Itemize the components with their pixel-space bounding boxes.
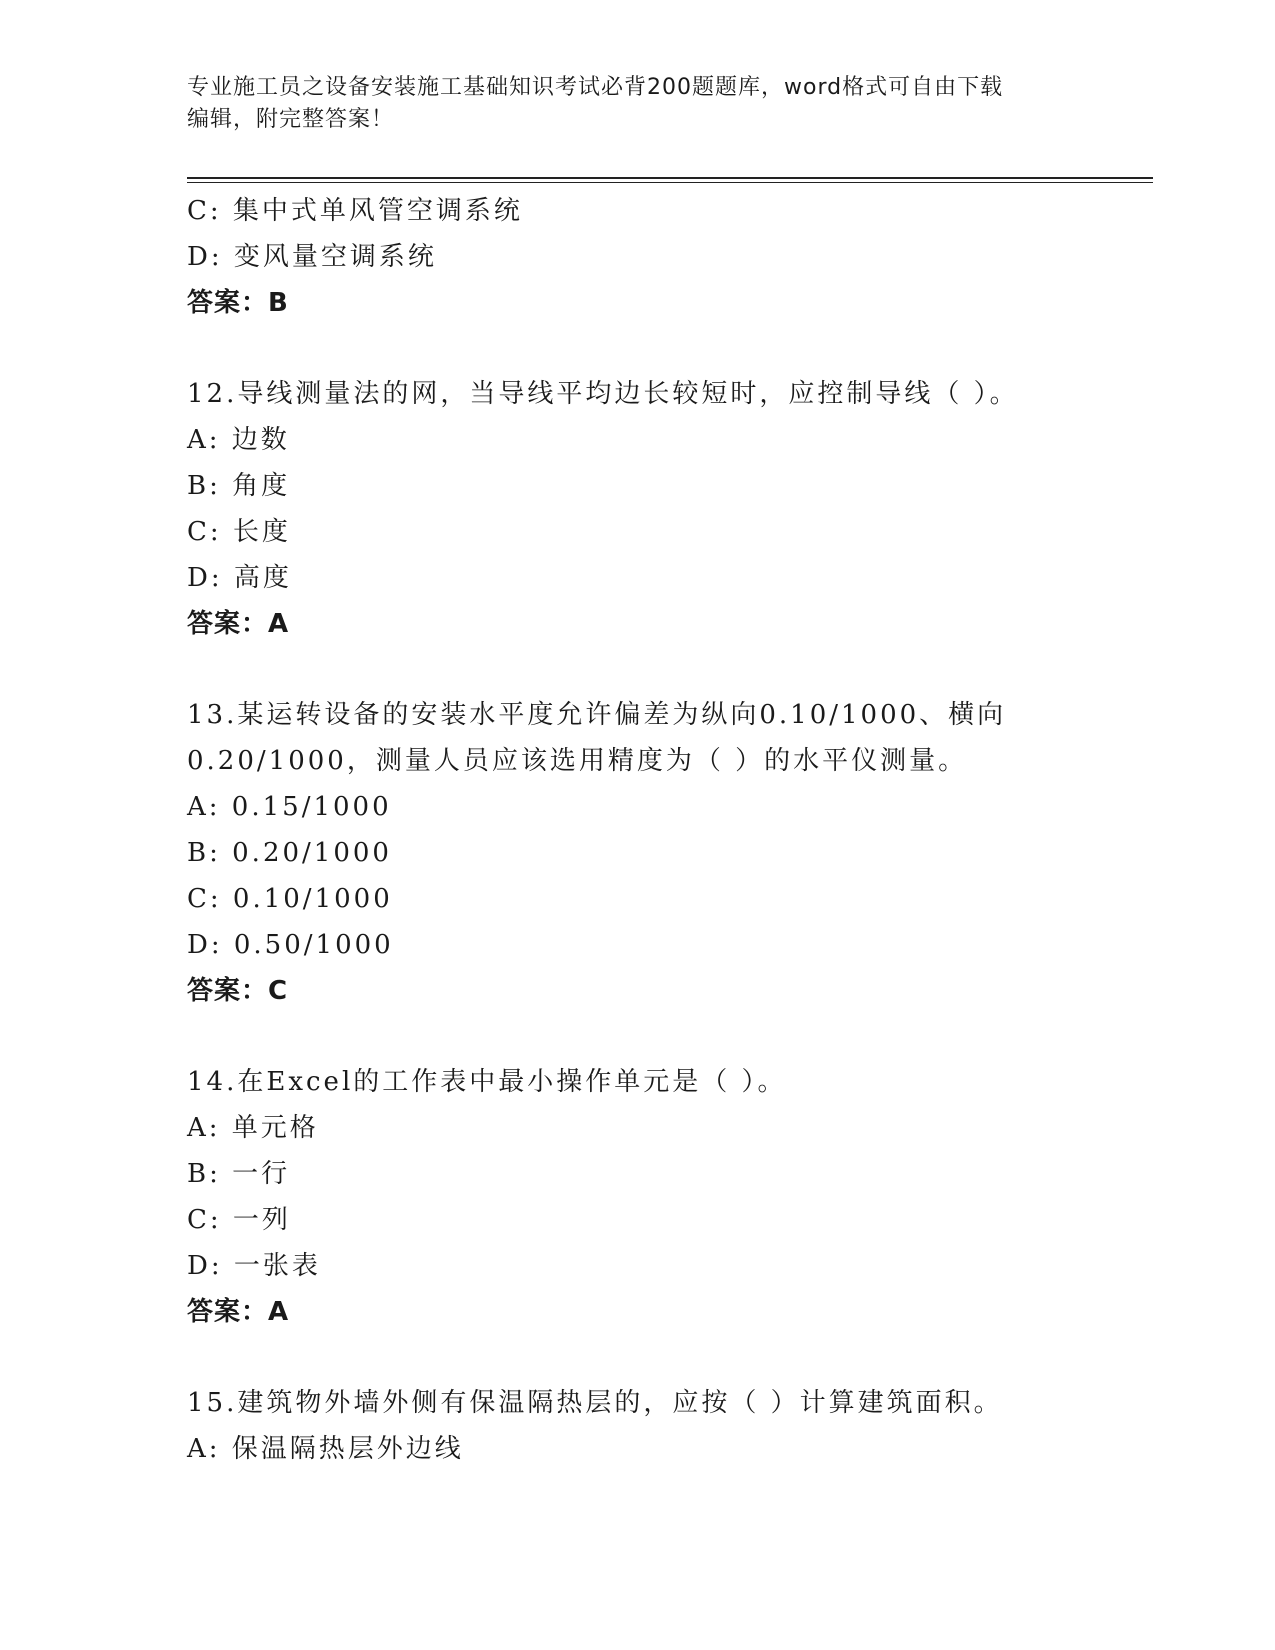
- option-c: C: 0.10/1000: [187, 884, 393, 914]
- header-divider-thick: [187, 177, 1153, 179]
- question-text-line-2: 0.20/1000，测量人员应该选用精度为（ ）的水平仪测量。: [187, 746, 968, 776]
- question-15: [187, 1380, 1153, 1472]
- header-divider-thin: [187, 182, 1153, 183]
- option-a: A: 边数: [187, 425, 290, 455]
- header-line-2: 编辑，附完整答案！: [187, 107, 395, 132]
- answer-line: 答案：C: [187, 976, 289, 1006]
- spacer: [187, 1335, 1153, 1380]
- option-a: A: 保温隔热层外边线: [187, 1434, 464, 1464]
- option-c: C: 集中式单风管空调系统: [187, 196, 523, 226]
- answer-line: 答案：B: [187, 288, 289, 318]
- question-11-tail: [187, 188, 1153, 326]
- question-text: 14.在Excel的工作表中最小操作单元是（ ）。: [187, 1067, 787, 1097]
- header-line-1: 专业施工员之设备安装施工基础知识考试必背200题题库，word格式可自由下载: [187, 75, 1004, 100]
- spacer: [187, 1014, 1153, 1059]
- question-text: 15.建筑物外墙外侧有保温隔热层的，应按（ ）计算建筑面积。: [187, 1388, 1003, 1418]
- option-d: D: 高度: [187, 563, 292, 593]
- question-text: 12.导线测量法的网，当导线平均边长较短时，应控制导线（ ）。: [187, 379, 1019, 409]
- option-d: D: 0.50/1000: [187, 930, 394, 960]
- option-d: D: 一张表: [187, 1251, 321, 1281]
- option-c: C: 一列: [187, 1205, 291, 1235]
- question-text-line-1: 13.某运转设备的安装水平度允许偏差为纵向0.10/1000、横向: [187, 700, 1007, 730]
- option-a: A: 单元格: [187, 1113, 319, 1143]
- question-14: [187, 1059, 1153, 1335]
- question-13: [187, 692, 1153, 1014]
- question-12: [187, 371, 1153, 647]
- spacer: [187, 647, 1153, 692]
- spacer: [187, 326, 1153, 371]
- option-b: B: 0.20/1000: [187, 838, 392, 868]
- option-a: A: 0.15/1000: [187, 792, 392, 822]
- option-b: B: 一行: [187, 1159, 291, 1189]
- document-body: [187, 188, 1153, 1472]
- answer-line: 答案：A: [187, 1297, 290, 1327]
- option-c: C: 长度: [187, 517, 291, 547]
- option-b: B: 角度: [187, 471, 291, 501]
- answer-line: 答案：A: [187, 609, 290, 639]
- option-d: D: 变风量空调系统: [187, 242, 437, 272]
- document-header: [187, 72, 1087, 136]
